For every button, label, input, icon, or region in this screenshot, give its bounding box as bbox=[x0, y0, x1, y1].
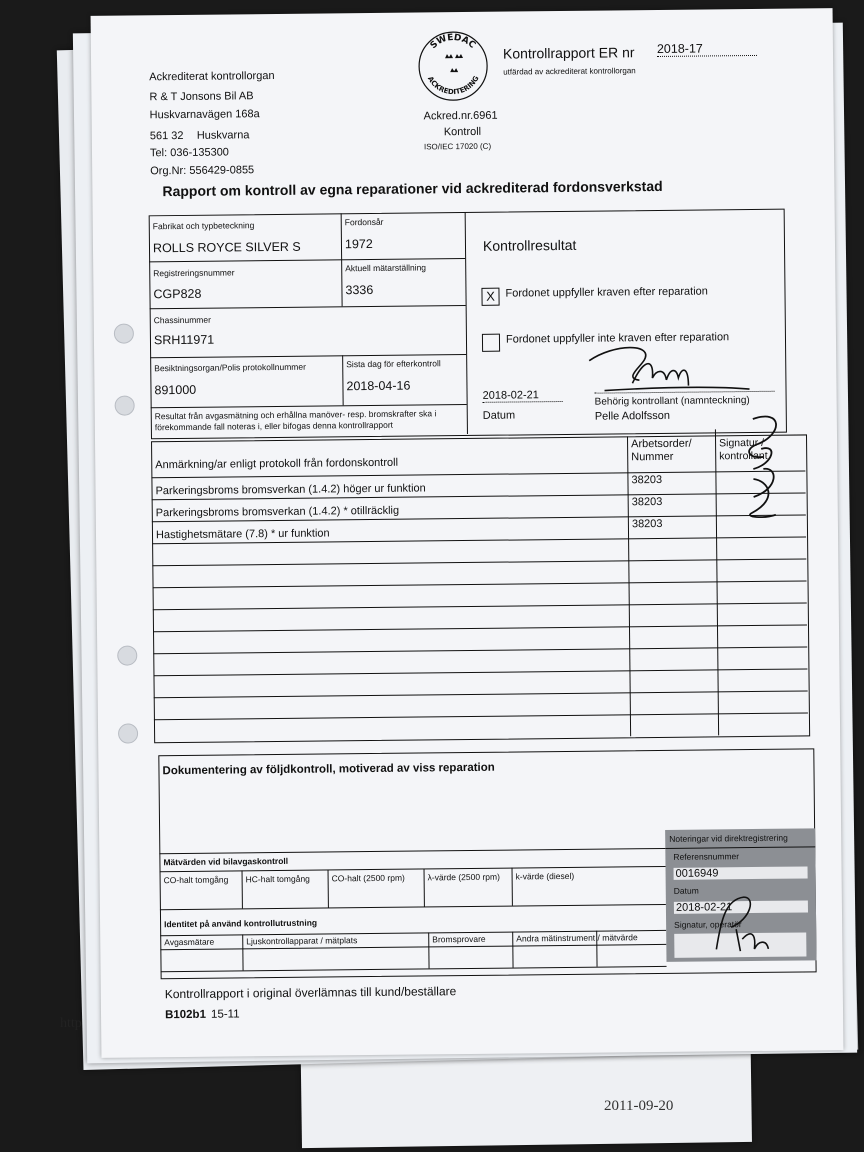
registration-label: Registreringsnummer bbox=[153, 267, 235, 279]
remark-row-2-text: Parkeringsbroms bromsverkan (1.4.2) * otillräcklig bbox=[155, 504, 400, 520]
deadline-value: 2018-04-16 bbox=[346, 378, 411, 394]
chassis-label: Chassinummer bbox=[153, 314, 211, 326]
report-title: Kontrollrapport ER nr bbox=[502, 44, 635, 62]
results-note: Resultat från avgasmätning och erhållna manöver- resp. bromskrafter ska i förekommande fall noteras i, eller bifogas denna kontrollrapport bbox=[154, 408, 437, 433]
form-version: 15-11 bbox=[210, 1008, 240, 1021]
operator-sign-label: Signatur, operatör bbox=[674, 919, 742, 930]
inspection-report-page bbox=[91, 8, 844, 1058]
deadline-label: Sista dag för efterkontroll bbox=[346, 358, 441, 370]
measure-col-k-value: k-värde (diesel) bbox=[515, 870, 575, 882]
remark-row-2-order: 38203 bbox=[631, 495, 663, 509]
punch-hole bbox=[118, 723, 138, 743]
punch-hole bbox=[117, 645, 137, 665]
remark-row-1-text: Parkeringsbroms bromsverkan (1.4.2) höger ur funktion bbox=[155, 482, 426, 498]
inspector-label: Behörig kontrollant (namnteckning) bbox=[594, 395, 750, 408]
order-column-header: Arbetsorder/ Nummer bbox=[631, 437, 692, 464]
equipment-col-other: Andra mätinstrument / mätvärde bbox=[516, 932, 638, 944]
measure-col-hc-idle: HC-halt tomgång bbox=[245, 873, 310, 885]
result-date-label: Datum bbox=[482, 409, 516, 422]
handover-note: Kontrollrapport i original överlämnas till kund/beställare bbox=[164, 984, 457, 1002]
ref-label: Referensnummer bbox=[673, 851, 740, 862]
make-label: Fabrikat och typbeteckning bbox=[152, 220, 255, 232]
equipment-col-exhaust: Avgasmätare bbox=[164, 936, 215, 948]
punch-hole bbox=[115, 395, 135, 415]
odometer-value: 3336 bbox=[345, 282, 374, 298]
notes-date-label: Datum bbox=[673, 885, 699, 896]
measure-heading: Mätvärden vid bilavgaskontroll bbox=[163, 855, 289, 868]
result-heading: Kontrollresultat bbox=[482, 236, 577, 254]
chassis-value: SRH11971 bbox=[153, 332, 215, 348]
remark-row-1-order: 38203 bbox=[631, 473, 663, 487]
equipment-heading: Identitet på använd kontrollutrustning bbox=[164, 917, 318, 930]
odometer-label: Aktuell mätarställning bbox=[345, 262, 427, 274]
year-label: Fordonsår bbox=[344, 216, 384, 228]
accreditation-number: Ackred.nr.6961 bbox=[423, 109, 498, 123]
form-code: B102b1 bbox=[164, 1008, 207, 1022]
org-zip: 561 32 bbox=[149, 129, 184, 143]
org-street: Huskvarnavägen 168a bbox=[149, 108, 260, 122]
operator-signature bbox=[696, 889, 777, 962]
measure-col-co-idle: CO-halt tomgång bbox=[163, 874, 229, 886]
accreditation-type: Kontroll bbox=[443, 125, 482, 139]
back-sheet-date: 2011-09-20 bbox=[604, 1098, 674, 1114]
punch-hole bbox=[114, 323, 134, 343]
result-date-value: 2018-02-21 bbox=[483, 389, 563, 403]
report-number: 2018-17 bbox=[657, 41, 757, 57]
equipment-col-brake: Bromsprovare bbox=[432, 933, 486, 945]
org-name: R & T Jonsons Bil AB bbox=[149, 90, 254, 104]
inspector-signature bbox=[584, 337, 755, 399]
logo-text-bottom: ACKREDITERING bbox=[425, 74, 481, 97]
fail-checkbox[interactable] bbox=[482, 334, 500, 352]
svg-text:ACKREDITERING bbox=[426, 74, 481, 96]
equipment-col-light: Ljuskontrollapparat / mätplats bbox=[246, 935, 358, 947]
ref-value: 0016949 bbox=[674, 866, 808, 879]
fail-option-label: Fordonet uppfyller inte kraven efter reparation bbox=[505, 331, 730, 346]
notes-date-value: 2018-02-21 bbox=[674, 900, 808, 913]
page-title: Rapport om kontroll av egna reparationer vid ackrediterad fordonsverkstad bbox=[162, 177, 663, 200]
registration-value: CGP828 bbox=[153, 286, 202, 302]
year-value: 1972 bbox=[344, 236, 373, 252]
signature-column-header: Signatur / kontrollant bbox=[719, 436, 768, 463]
three-crowns-icon bbox=[445, 54, 463, 72]
notes-heading: Noteringar vid direktregistrering bbox=[669, 832, 788, 844]
protocol-label: Besiktningsorgan/Polis protokollnummer bbox=[154, 361, 306, 374]
pass-option-label: Fordonet uppfyller kraven efter reparation bbox=[505, 285, 708, 300]
inspector-name: Pelle Adolfsson bbox=[594, 409, 671, 423]
make-value: ROLLS ROYCE SILVER S bbox=[152, 239, 301, 256]
swedac-logo bbox=[417, 30, 490, 103]
remark-row-3-text: Hastighetsmätare (7.8) * ur funktion bbox=[155, 527, 330, 542]
measure-col-lambda: λ-värde (2500 rpm) bbox=[427, 871, 500, 883]
protocol-value: 891000 bbox=[154, 382, 197, 398]
org-phone: Tel: 036-135300 bbox=[149, 146, 229, 160]
followup-heading: Dokumentering av följdkontroll, motiverad av viss reparation bbox=[162, 761, 495, 778]
remarks-heading: Anmärkning/ar enligt protokoll från fordonskontroll bbox=[155, 456, 399, 472]
org-heading: Ackrediterat kontrollorgan bbox=[149, 69, 275, 84]
controller-initials-signature bbox=[723, 409, 794, 530]
svg-text:SWEDAC bbox=[429, 33, 478, 52]
back-sheet-http-text: http bbox=[60, 1016, 82, 1031]
org-number: Org.Nr: 556429-0855 bbox=[150, 164, 255, 178]
org-city: Huskvarna bbox=[196, 129, 250, 142]
accreditation-standard: ISO/IEC 17020 (C) bbox=[423, 141, 492, 152]
remarks-row-lines bbox=[91, 8, 833, 16]
pass-checkbox[interactable]: X bbox=[481, 288, 499, 306]
logo-text-top: SWEDAC bbox=[428, 32, 478, 52]
measure-col-co-2500: CO-halt (2500 rpm) bbox=[331, 872, 405, 884]
report-subtitle: utfärdad av ackrediterat kontrollorgan bbox=[503, 66, 636, 77]
remark-row-3-order: 38203 bbox=[631, 517, 663, 531]
